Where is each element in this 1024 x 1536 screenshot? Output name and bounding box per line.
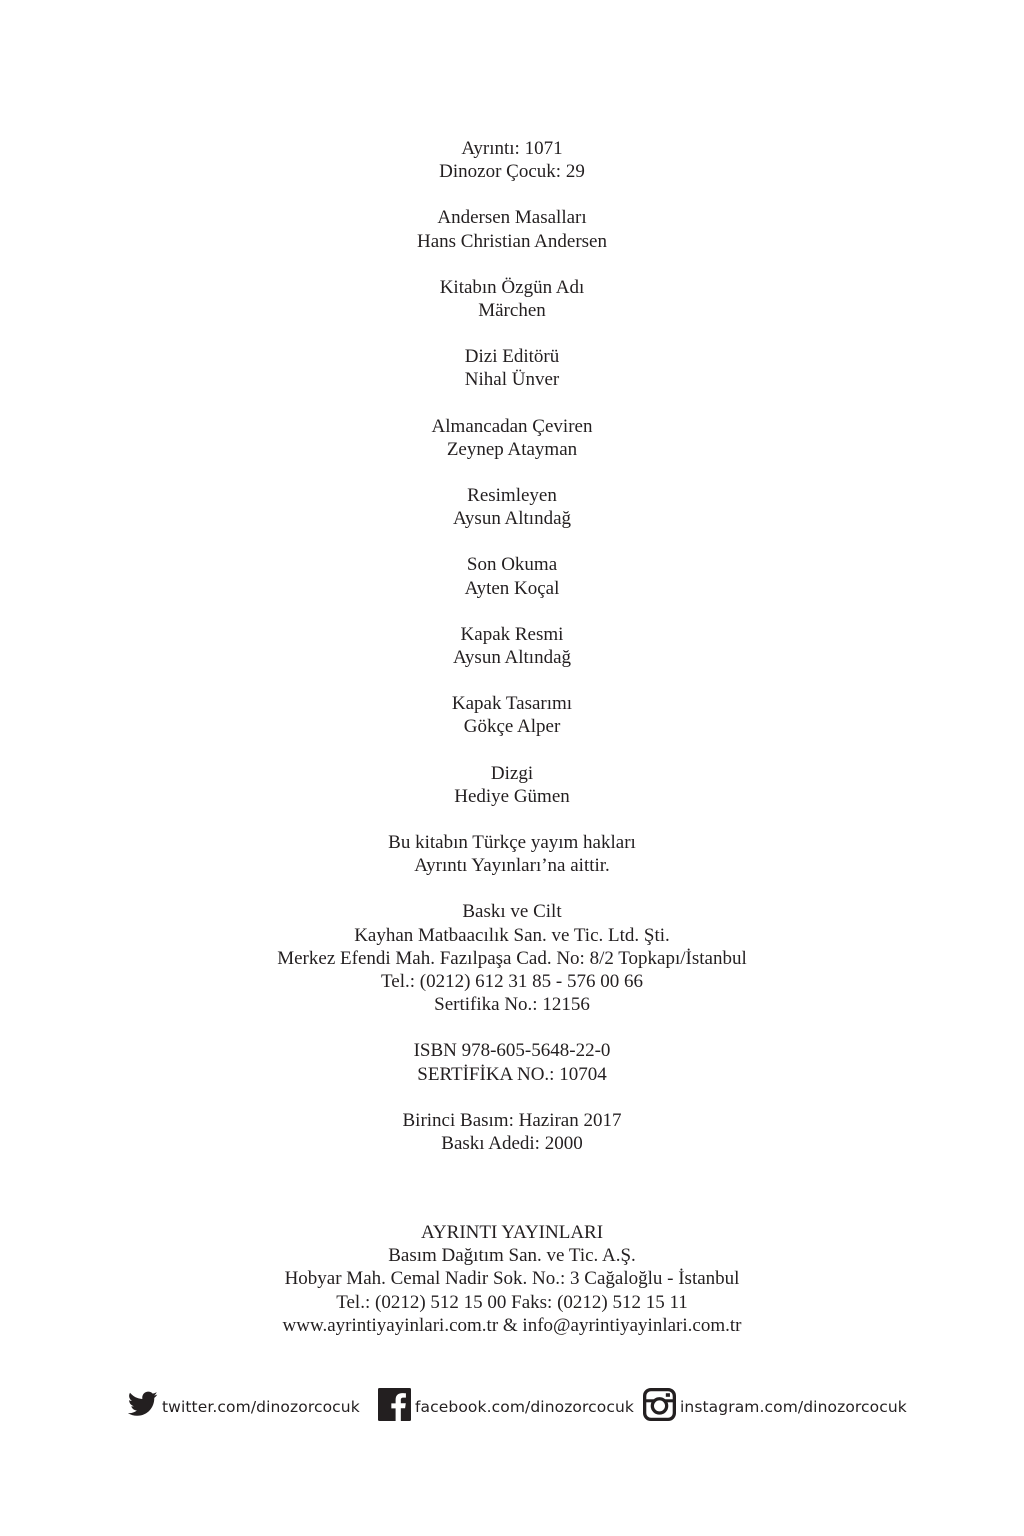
imprint-line: Sertifika No.: 12156 xyxy=(434,994,590,1016)
imprint-line: Kitabın Özgün Adı xyxy=(439,276,585,298)
imprint-block xyxy=(0,762,1024,808)
imprint-block xyxy=(0,900,1024,1016)
publisher-line: Hobyar Mah. Cemal Nadir Sok. No.: 3 Cağaloğlu - İstanbul xyxy=(284,1268,740,1290)
imprint-line: Märchen xyxy=(478,300,546,322)
instagram-camera-icon xyxy=(643,1388,676,1421)
imprint-line: SERTİFİKA NO.: 10704 xyxy=(417,1063,607,1085)
imprint-line: Ayten Koçal xyxy=(464,577,560,599)
instagram-handle[interactable]: instagram.com/dinozorcocuk xyxy=(680,1398,907,1416)
imprint-line: Baskı ve Cilt xyxy=(462,901,562,923)
publisher-line: www.ayrintiyayinlari.com.tr & info@ayrintiyayinlari.com.tr xyxy=(282,1314,742,1336)
imprint-block xyxy=(0,831,1024,877)
imprint-line: Aysun Altındağ xyxy=(452,508,572,530)
imprint-line: Hans Christian Andersen xyxy=(417,230,607,252)
imprint-line: Bu kitabın Türkçe yayım hakları xyxy=(388,832,636,854)
imprint-line: ISBN 978-605-5648-22-0 xyxy=(413,1040,611,1062)
imprint-block xyxy=(0,206,1024,252)
imprint-line: Ayrıntı: 1071 xyxy=(461,138,563,159)
imprint-line: Dizi Editörü xyxy=(464,346,560,368)
imprint-line: Tel.: (0212) 612 31 85 - 576 00 66 xyxy=(380,971,643,993)
imprint-line: Nihal Ünver xyxy=(464,369,560,391)
imprint-line: Baskı Adedi: 2000 xyxy=(441,1133,583,1155)
imprint-block xyxy=(0,623,1024,669)
imprint-line: Almancadan Çeviren xyxy=(431,415,593,437)
imprint-block xyxy=(0,345,1024,391)
imprint-line: Resimleyen xyxy=(467,485,557,507)
imprint-block xyxy=(0,692,1024,738)
imprint-block xyxy=(0,484,1024,530)
publisher-line: Basım Dağıtım San. ve Tic. A.Ş. xyxy=(388,1245,636,1267)
publisher-line: Tel.: (0212) 512 15 00 Faks: (0212) 512 15 11 xyxy=(336,1291,688,1313)
imprint-line: Dizgi xyxy=(490,762,534,784)
imprint-details xyxy=(0,137,1024,1178)
twitter-bird-icon xyxy=(128,1391,158,1417)
imprint-line: Kapak Tasarımı xyxy=(451,693,573,715)
imprint-line: Aysun Altındağ xyxy=(452,647,572,669)
imprint-line: Hediye Gümen xyxy=(454,785,570,807)
facebook-handle[interactable]: facebook.com/dinozorcocuk xyxy=(415,1398,634,1416)
facebook-f-icon xyxy=(378,1388,411,1421)
publisher-info xyxy=(0,1221,1024,1337)
imprint-line: Gökçe Alper xyxy=(463,716,561,738)
imprint-line: Merkez Efendi Mah. Fazılpaşa Cad. No: 8/2 Topkapı/İstanbul xyxy=(277,947,747,969)
imprint-block xyxy=(0,415,1024,461)
imprint-line: Kayhan Matbaacılık San. ve Tic. Ltd. Şti. xyxy=(354,924,670,946)
imprint-line: Andersen Masalları xyxy=(437,207,587,229)
imprint-block xyxy=(0,276,1024,322)
imprint-block xyxy=(0,553,1024,599)
imprint-line: Ayrıntı Yayınları’na aittir. xyxy=(414,855,610,877)
imprint-line: Zeynep Atayman xyxy=(446,438,578,460)
instagram-link[interactable] xyxy=(643,1386,907,1422)
imprint-line: Kapak Resmi xyxy=(460,623,564,645)
twitter-link[interactable] xyxy=(128,1386,360,1422)
imprint-line: Dinozor Çocuk: 29 xyxy=(439,161,585,183)
facebook-link[interactable] xyxy=(378,1386,634,1422)
imprint-line: Birinci Basım: Haziran 2017 xyxy=(402,1109,622,1131)
imprint-block xyxy=(0,137,1024,183)
twitter-handle[interactable]: twitter.com/dinozorcocuk xyxy=(162,1398,360,1416)
imprint-block xyxy=(0,1109,1024,1155)
imprint-block xyxy=(0,1039,1024,1085)
publisher-line: AYRINTI YAYINLARI xyxy=(420,1222,604,1243)
imprint-line: Son Okuma xyxy=(466,554,558,576)
